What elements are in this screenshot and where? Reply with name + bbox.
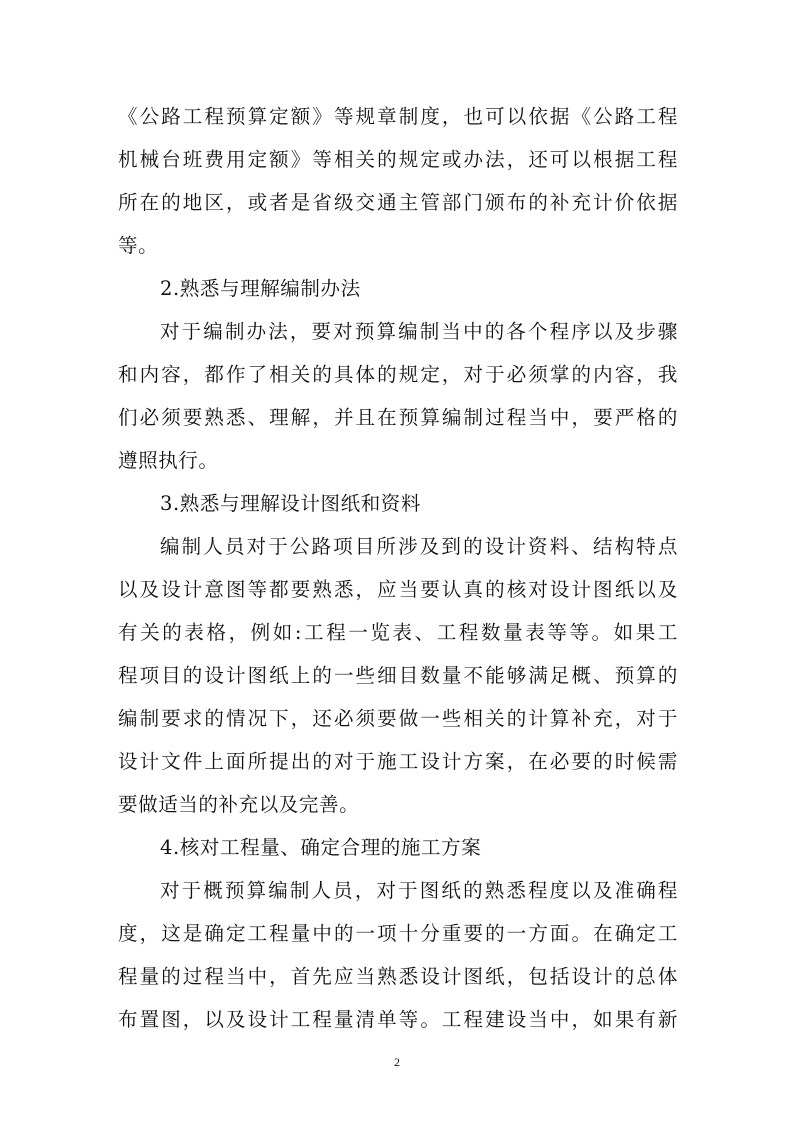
paragraph-line: 以及设计意图等都要熟悉，应当要认真的核对设计图纸以及 <box>118 578 678 601</box>
paragraph-line: 度，这是确定工程量中的一项十分重要的一方面。在确定工 <box>118 922 678 945</box>
paragraph-line: 们必须要熟悉、理解，并且在预算编制过程当中，要严格的 <box>118 406 678 429</box>
paragraph-line: 编制人员对于公路项目所涉及到的设计资料、结构特点 <box>160 535 678 558</box>
paragraph-line: 等。 <box>118 234 159 257</box>
paragraph-line: 遵照执行。 <box>118 449 219 472</box>
paragraph-line: 《公路工程预算定额》等规章制度，也可以依据《公路工程 <box>118 105 678 128</box>
paragraph-line: 机械台班费用定额》等相关的规定或办法，还可以根据工程 <box>118 148 678 171</box>
paragraph-line: 所在的地区，或者是省级交通主管部门颁布的补充计价依据 <box>118 191 678 214</box>
paragraph-line: 要做适当的补充以及完善。 <box>118 793 360 816</box>
section-heading: 2.熟悉与理解编制办法 <box>160 277 361 300</box>
paragraph-line: 和内容，都作了相关的具体的规定，对于必须掌的内容，我 <box>118 363 678 386</box>
paragraph-line: 程项目的设计图纸上的一些细目数量不能够满足概、预算的 <box>118 664 678 687</box>
page-number: 2 <box>394 1055 400 1069</box>
paragraph-line: 对于编制办法，要对预算编制当中的各个程序以及步骤 <box>160 320 678 343</box>
section-heading: 4.核对工程量、确定合理的施工方案 <box>160 836 482 859</box>
paragraph-line: 设计文件上面所提出的对于施工设计方案，在必要的时候需 <box>118 750 678 773</box>
section-heading: 3.熟悉与理解设计图纸和资料 <box>160 492 422 515</box>
paragraph-line: 布置图，以及设计工程量清单等。工程建设当中，如果有新 <box>118 1008 678 1031</box>
paragraph-line: 有关的表格，例如:工程一览表、工程数量表等等。如果工 <box>118 621 678 644</box>
paragraph-line: 编制要求的情况下，还必须要做一些相关的计算补充，对于 <box>118 707 678 730</box>
paragraph-line: 程量的过程当中，首先应当熟悉设计图纸，包括设计的总体 <box>118 965 678 988</box>
paragraph-line: 对于概预算编制人员，对于图纸的熟悉程度以及准确程 <box>160 879 678 902</box>
